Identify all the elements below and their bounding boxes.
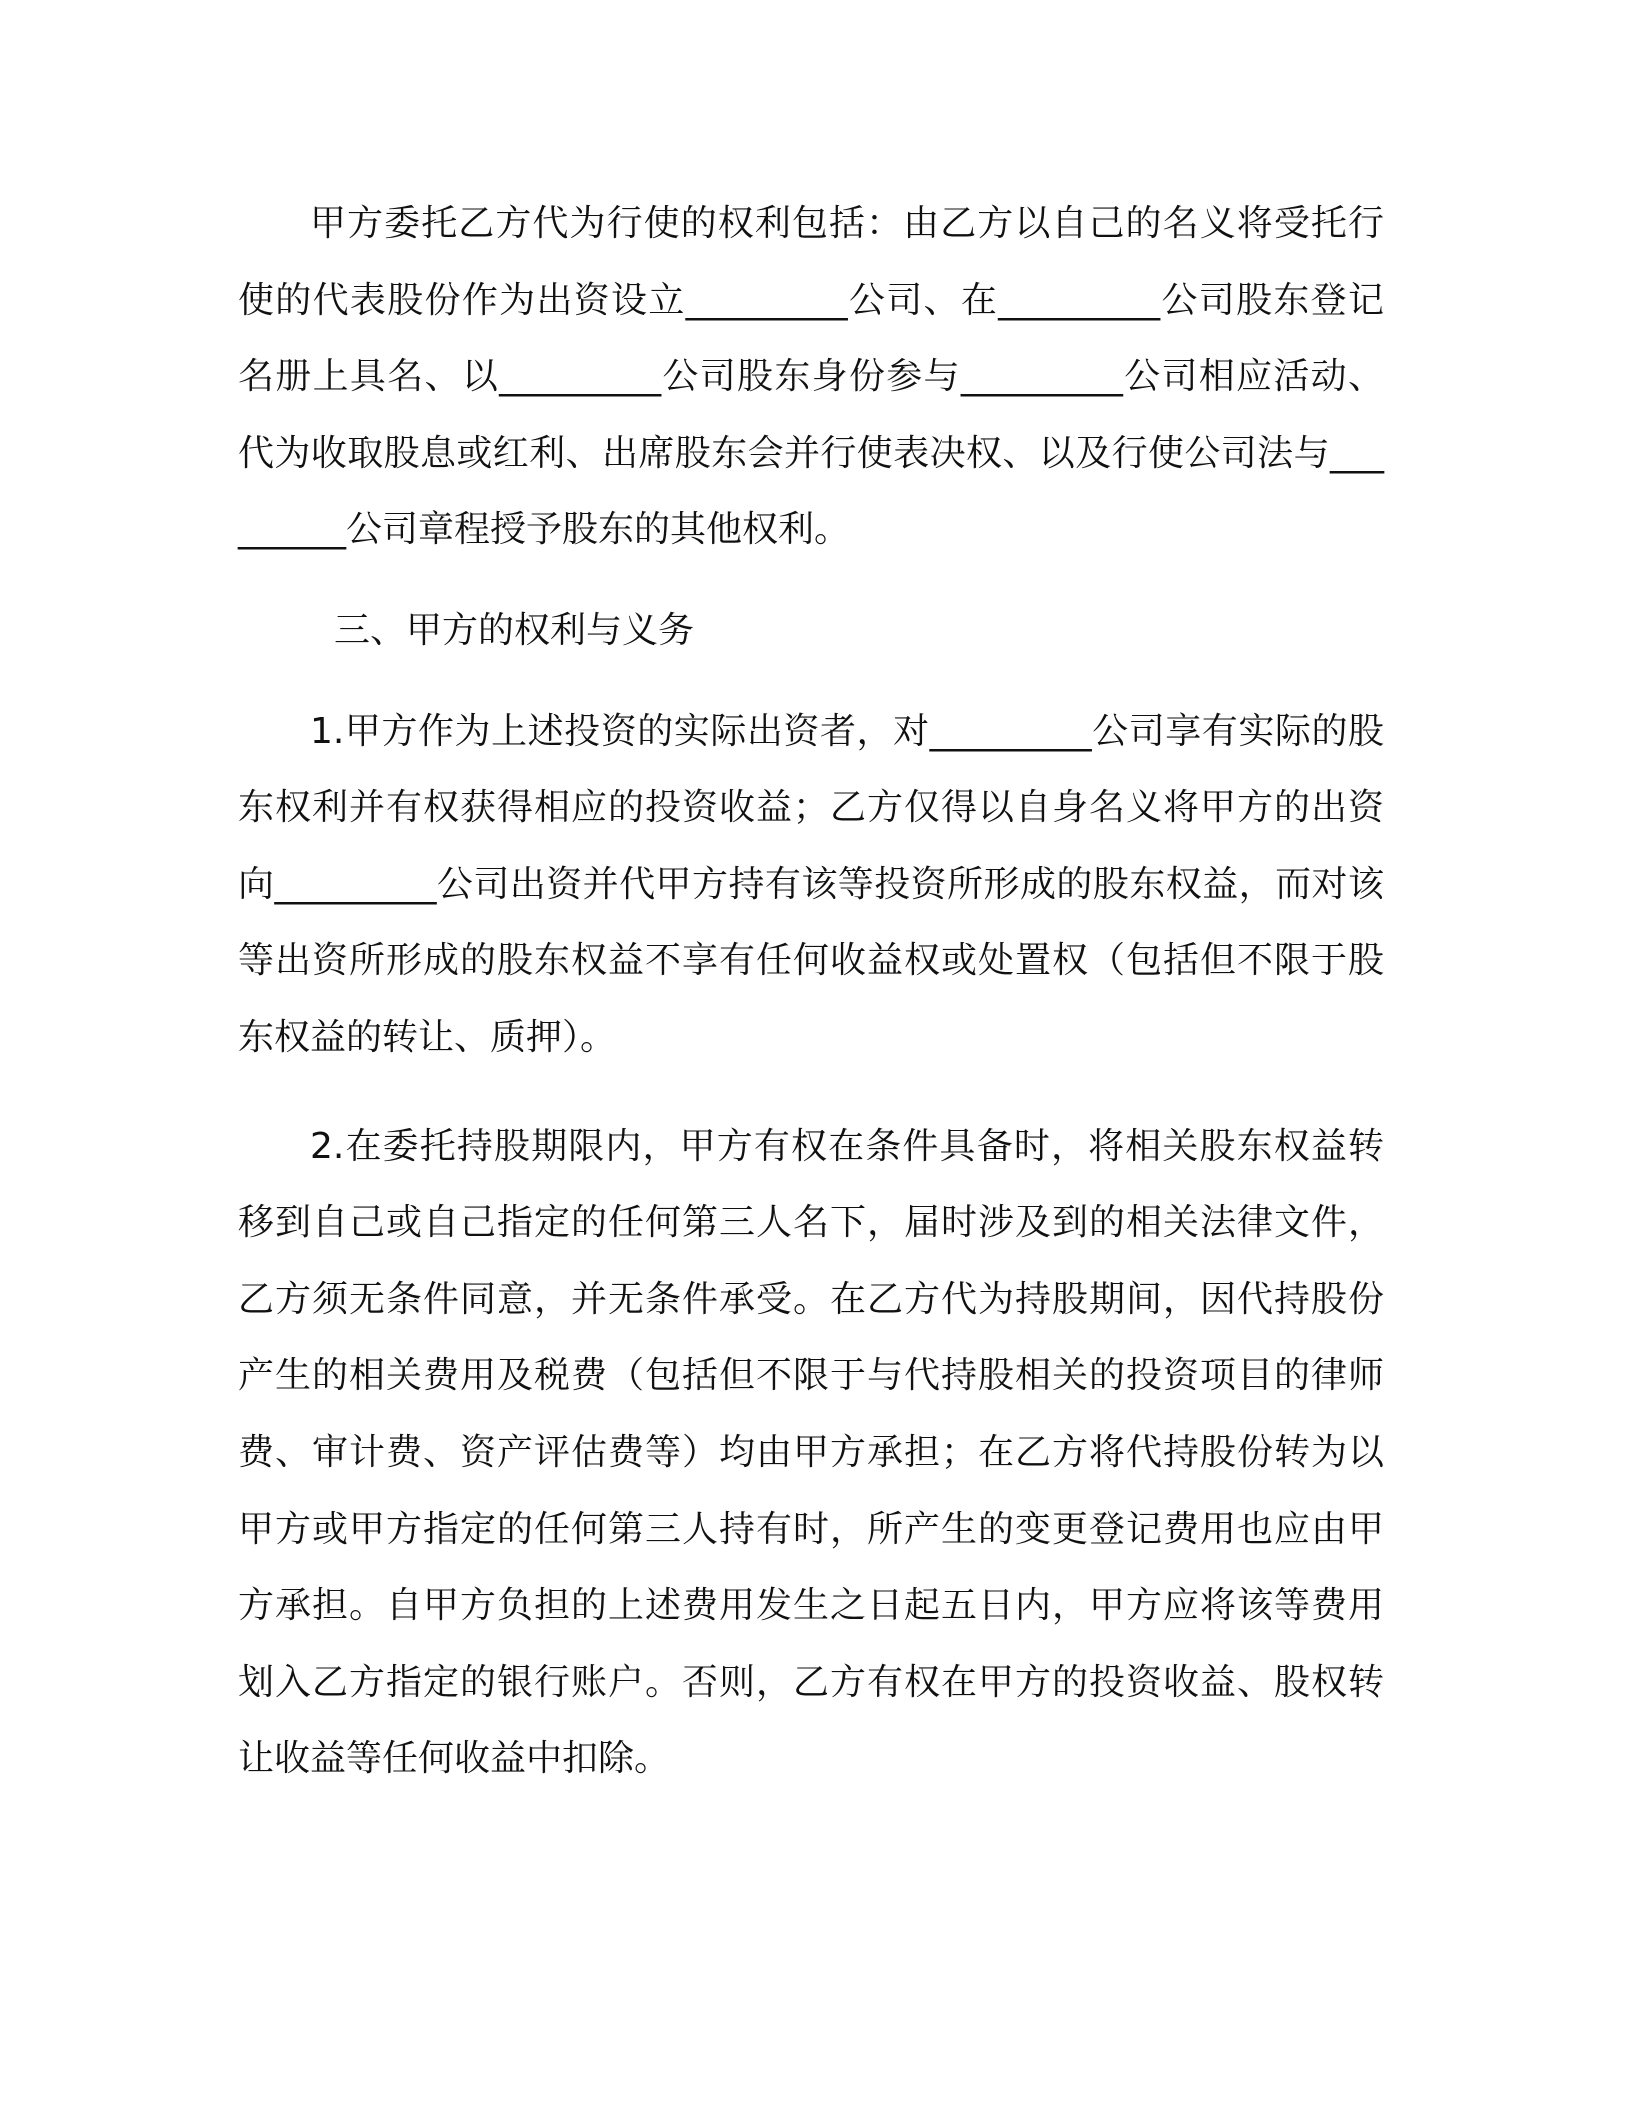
clause-1-actual-investor: 1.甲方作为上述投资的实际出资者，对_________公司享有实际的股东权利并有权获得相应的投资收益；乙方仅得以自身名义将甲方的出资向_________公司出资并代甲方持有该等投资所形成的股东权益，而对该等出资所形成的股东权益不享有任何收益权或处置权（包括但不限于股东权益的转让、质押）。 <box>238 710 1384 1058</box>
paragraph-entrusted-rights: 甲方委托乙方代为行使的权利包括：由乙方以自己的名义将受托行使的代表股份作为出资设立_________公司、在_________公司股东登记名册上具名、以_________公司股东身份参与_________公司相应活动、代为收取股息或红利、出席股东会并行使表决权、以及行使公司法与_________公司章程授予股东的其他权利。 <box>238 203 1384 551</box>
document-body <box>238 186 1384 1798</box>
clause-2-share-transfer: 2.在委托持股期限内，甲方有权在条件具备时，将相关股东权益转移到自己或自己指定的任何第三人名下，届时涉及到的相关法律文件，乙方须无条件同意，并无条件承受。在乙方代为持股期间，因代持股份产生的相关费用及税费（包括但不限于与代持股相关的投资项目的律师费、审计费、资产评估费等）均由甲方承担；在乙方将代持股份转为以甲方或甲方指定的任何第三人持有时，所产生的变更登记费用也应由甲方承担。自甲方负担的上述费用发生之日起五日内，甲方应将该等费用划入乙方指定的银行账户。否则，乙方有权在甲方的投资收益、股权转让收益等任何收益中扣除。 <box>238 1125 1384 1780</box>
section-heading-party-a-rights: 三、甲方的权利与义务 <box>334 609 695 651</box>
